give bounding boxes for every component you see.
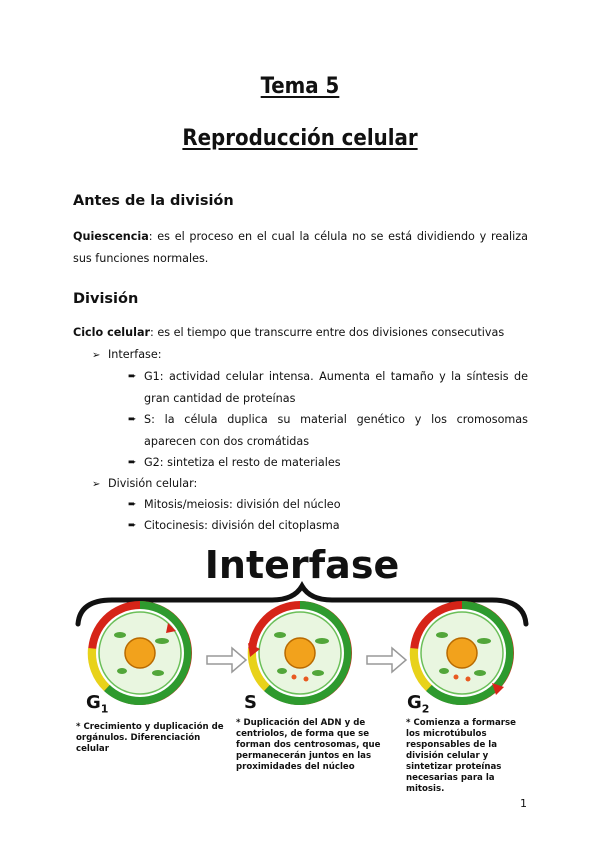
cell-cycle-g2-diagram (410, 601, 514, 705)
ciclo-paragraph (73, 322, 528, 344)
caption-s: * Duplicación del ADN y de centriolos, de forma que se forman dos centrosomas, que permanecerán juntos en las proximidades del núcleo (236, 718, 381, 772)
page-number: 1 (520, 797, 527, 810)
quiescencia-paragraph (73, 226, 528, 270)
pointer-bullet-icon: ➨ (128, 520, 137, 531)
sublist-item-g1 (128, 366, 528, 410)
arrow-bullet-icon: ➢ (92, 479, 101, 490)
page-subtitle: Reproducción celular (182, 126, 418, 151)
phase-label-g2: $G_2$ (407, 692, 430, 716)
pointer-bullet-icon: ➨ (128, 414, 137, 425)
pointer-bullet-icon: ➨ (128, 499, 137, 510)
page-title: Tema 5 (260, 74, 340, 99)
figure-title: Interfase (204, 543, 400, 587)
phase-label-g1: $G_1$ (86, 692, 109, 716)
list-item-label: División celular: (108, 477, 198, 490)
sublist-item-s (128, 409, 528, 453)
interfase-figure (72, 538, 532, 808)
phase-label-s: S (244, 692, 257, 713)
section-heading-antes: Antes de la división (73, 193, 234, 209)
ciclo-term: Ciclo celular (73, 326, 151, 339)
sublist-item-text: G1: actividad celular intensa. Aumenta el tamaño y la síntesis de gran cantidad de proteínas (144, 370, 528, 405)
list-item-division-celular (92, 473, 197, 496)
sublist-item-citocinesis (128, 515, 528, 537)
sublist-item-text: G2: sintetiza el resto de materiales (144, 456, 341, 469)
cell-cycle-s-diagram (248, 601, 352, 705)
cell-cycle-g1-diagram (88, 601, 192, 705)
list-item-interfase (92, 344, 162, 367)
arrow-right-icon (367, 648, 406, 672)
sublist-item-g2 (128, 452, 528, 474)
pointer-bullet-icon: ➨ (128, 457, 137, 468)
ciclo-definition: : es el tiempo que transcurre entre dos divisiones consecutivas (150, 326, 505, 339)
section-heading-division: División (73, 291, 139, 307)
caption-g2: * Comienza a formarse los microtúbulos responsables de la división celular y sintetizar proteínas necesarias para la mitosis. (406, 718, 516, 794)
quiescencia-definition: : es el proceso en el cual la célula no se está dividiendo y realiza sus funciones normales. (73, 230, 528, 265)
sublist-item-mitosis (128, 494, 528, 516)
caption-g1: * Crecimiento y duplicación de orgánulos. Diferenciación celular (76, 722, 224, 754)
pointer-bullet-icon: ➨ (128, 371, 137, 382)
arrow-bullet-icon: ➢ (92, 350, 101, 361)
sublist-item-text: Mitosis/meiosis: división del núcleo (144, 498, 341, 511)
sublist-item-text: S: la célula duplica su material genético y los cromosomas aparecen con dos cromátidas (144, 413, 528, 448)
quiescencia-term: Quiescencia (73, 230, 149, 243)
list-item-label: Interfase: (108, 348, 162, 361)
arrow-right-icon (207, 648, 246, 672)
sublist-item-text: Citocinesis: división del citoplasma (144, 519, 340, 532)
